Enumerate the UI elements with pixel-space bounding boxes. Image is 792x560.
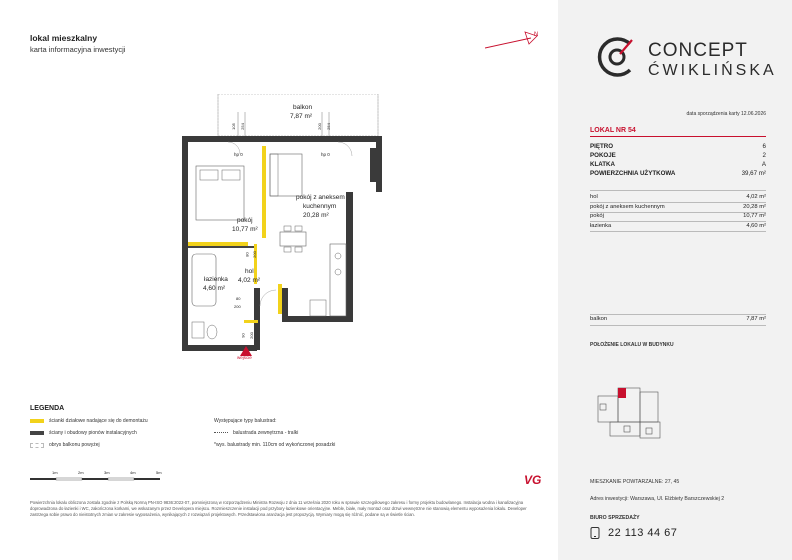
phone-icon (590, 527, 600, 539)
room-row (590, 204, 766, 210)
card-area (590, 170, 766, 177)
room-divider (590, 190, 766, 191)
building-location-map (590, 378, 766, 448)
room-divider (590, 314, 766, 315)
plan-bath-area: 4,60 m² (203, 285, 226, 292)
plan-living-label-2: kuchennym (303, 203, 337, 210)
plan-dim-254b: 254 (325, 123, 331, 130)
north-arrow-icon (485, 28, 545, 54)
investment-address: Adres inwestycji: Warszawa, Ul. Elżbiety Barszczewskiej 2 (590, 496, 725, 502)
legend-item-label: obrys balkonu powyżej (49, 442, 100, 448)
disclaimer-text: Powierzchnia lokalu obliczona zostala zgodnie z Polską Normą PN-ISO 9836:2022-07, pomniejszoną w rozporządzeniu Ministra Rozwoju z dnia 11 września 2020 roku w sprawie szczegółowego zakresu i formy projektu budowlanego. Instalacja wodna i kanalizacyjna doprowadzona do łazienki i WC, zakończona korkami, we wskazanym przez Developera miejscu. Rozmieszczenie instalacji pod przybory łazienkowe orientacyjne. Meble, białe, mały montaż oraz drzwi wewnętrzne nie stanowią elementu wyposażenia lokalu. Developer zastrzega sobie prawo do nieistotnych zmian w zakresie wyposażenia, wynikających z rozwiązań projektowych. Przedstawiona aranżacja jest propozycją. Wymiary mogą się różnić, podane są w świetle ścian. (30, 500, 527, 517)
legend-item-walls (30, 430, 137, 436)
scale-tick: 4m (130, 470, 136, 475)
balustrade-item-label: balustrada zewnętrzna - tralki (233, 430, 299, 436)
card-rooms (590, 152, 766, 159)
location-title: POŁOŻENIE LOKALU W BUDYNKU (590, 342, 674, 348)
legend-item-label: ściany i obudowy pionów instalacyjnych (49, 430, 137, 436)
balcony-row-label: balkon (590, 316, 608, 322)
balcony-row (590, 316, 766, 322)
legend-item-label: ścianki działowe nadające się do demontażu (49, 418, 148, 424)
legend-item-demountable (30, 418, 148, 424)
scale-tick: 3m (104, 470, 110, 475)
plan-hp-2: hp 0 (321, 152, 330, 157)
card-rooms-value: 2 (762, 152, 766, 159)
phone-number-link[interactable]: 22 113 44 67 (608, 527, 678, 539)
card-rooms-label: POKOJE (590, 152, 616, 159)
room-divider (590, 231, 766, 232)
phone-row (590, 527, 677, 539)
shared-apartments: MIESZKANIE POWTARZALNE: 27, 45 (590, 479, 680, 485)
concept-logo-icon (594, 34, 640, 80)
plan-dim-200a: 200 (316, 123, 322, 130)
brand-name: CONCEPT (648, 40, 748, 61)
plan-balcony-area: 7,87 m² (290, 113, 313, 120)
plan-bath-label: łazienka (204, 276, 228, 283)
room-row (590, 223, 766, 229)
scale-tick: 1m (52, 470, 58, 475)
plan-dim-80a: 80 (244, 252, 250, 257)
document-title: lokal mieszkalny (30, 33, 98, 43)
room-row (590, 213, 766, 219)
plan-hall-label: hol (245, 268, 254, 275)
plan-room-label: pokój (237, 217, 253, 224)
room-row-value: 20,28 m² (743, 204, 766, 210)
plan-balcony-label: balkon (293, 104, 313, 111)
room-row-label: pokój (590, 213, 604, 219)
balustrade-item (214, 430, 298, 436)
room-row-value: 10,77 m² (743, 213, 766, 219)
plan-dim-254a: 254 (239, 123, 245, 130)
document-subtitle: karta informacyjna inwestycji (30, 45, 126, 54)
legend-title: LEGENDA (30, 405, 65, 412)
card-floor-value: 6 (762, 143, 766, 150)
balustrade-swatch (214, 432, 228, 433)
room-divider (590, 325, 766, 326)
plan-living-area: 20,28 m² (303, 212, 329, 219)
card-area-label: POWIERZCHNIA UŻYTKOWA (590, 170, 676, 177)
floor-plan (170, 94, 400, 374)
plan-dim-105: 105 (230, 123, 236, 130)
card-staircase (590, 161, 766, 168)
room-row-label: hol (590, 194, 598, 200)
legend-swatch-dark (30, 431, 44, 435)
plan-dim-200b: 200 (251, 251, 257, 258)
card-area-value: 39,67 m² (741, 170, 766, 177)
plan-entrance-label: wejście (237, 355, 252, 360)
info-panel (558, 0, 792, 560)
svg-text:N: N (534, 32, 539, 38)
plan-dim-200d: 200 (248, 332, 254, 339)
room-row (590, 194, 766, 200)
lokal-number: LOKAL NR 54 (590, 127, 636, 134)
room-row-label: łazienka (590, 223, 612, 229)
card-staircase-value: A (761, 161, 766, 168)
accent-divider (590, 136, 766, 137)
scale-bar (30, 470, 170, 484)
plan-dim-80b: 80 (236, 296, 241, 301)
plan-dim-200c: 200 (234, 304, 241, 309)
vg-logo: VG (524, 473, 542, 487)
plan-living-label-1: pokój z aneksem (296, 194, 345, 201)
legend-swatch-outline (30, 443, 44, 448)
balustrade-note: *wys. balustrady min. 110cm od wykończonej posadzki (214, 442, 336, 448)
room-divider (590, 202, 766, 203)
room-divider (590, 221, 766, 222)
plan-hp-1: hp 0 (234, 152, 243, 157)
plan-room-area: 10,77 m² (232, 226, 258, 233)
legend-swatch-yellow (30, 419, 44, 423)
plan-hall-area: 4,02 m² (238, 277, 261, 284)
balustrade-title: Występujące typy balustrad: (214, 418, 277, 424)
card-floor (590, 143, 766, 150)
card-date: data sporządzenia karty 12.06.2026 (686, 111, 766, 117)
room-row-label: pokój z aneksem kuchennym (590, 204, 665, 210)
card-floor-label: PIĘTRO (590, 143, 614, 150)
sales-office-title: BIURO SPRZEDAŻY (590, 515, 640, 521)
legend-item-balcony-outline (30, 442, 100, 448)
brand-subname: ĆWIKLIŃSKA (648, 62, 777, 79)
balcony-row-value: 7,87 m² (746, 316, 766, 322)
card-staircase-label: KLATKA (590, 161, 615, 168)
room-row-value: 4,60 m² (746, 223, 766, 229)
scale-tick: 2m (78, 470, 84, 475)
plan-dim-90: 90 (240, 333, 246, 338)
room-row-value: 4,02 m² (746, 194, 766, 200)
scale-tick: 5m (156, 470, 162, 475)
